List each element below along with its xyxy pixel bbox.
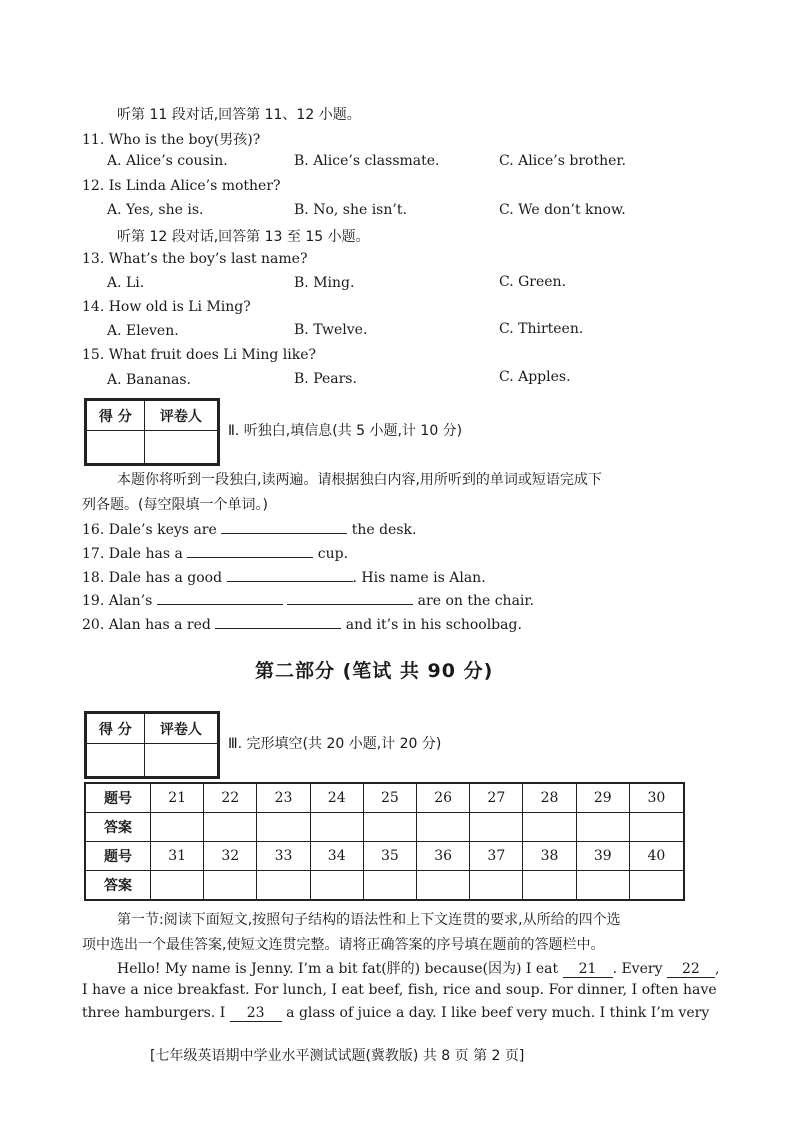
answer-cell[interactable] [417,813,470,842]
cloze-instruction-line2: 项中选出一个最佳答案,使短文连贯完整。请将正确答案的序号填在题前的答题栏中。 [82,937,605,953]
ans-label: 答案 [85,813,151,842]
part-2-title: 第二部分 (笔试 共 90 分) [255,660,494,682]
answer-cell[interactable] [257,813,310,842]
question-number: 38 [523,842,576,871]
question-13-stem: 13. What’s the boy’s last name? [82,251,308,267]
q16-blank[interactable] [221,519,347,534]
question-number: 23 [257,783,310,813]
q16-suffix: the desk. [351,522,417,538]
grader-cell[interactable] [144,744,217,777]
grade-box-section-3 [84,711,220,779]
question-12-stem: 12. Is Linda Alice’s mother? [82,178,281,194]
answer-cell[interactable] [417,871,470,901]
passage-line-3 [82,1005,709,1022]
section-3-title: Ⅲ. 完形填空(共 20 小题,计 20 分) [228,736,442,752]
answer-cell[interactable] [523,871,576,901]
question-number: 27 [470,783,523,813]
q13-option-b: B. Ming. [294,275,355,291]
question-number: 30 [629,783,684,813]
q12-option-c: C. We don’t know. [499,202,626,218]
section-2-instruction-line1: 本题你将听到一段独白,读两遍。请根据独白内容,用所听到的单词或短语完成下 [117,472,602,488]
question-11-stem: 11. Who is the boy(男孩)? [82,132,261,148]
score-cell[interactable] [87,744,145,777]
question-number: 21 [151,783,204,813]
answer-cell[interactable] [523,813,576,842]
grader-cell[interactable] [144,431,217,464]
question-number: 24 [310,783,363,813]
score-label: 得 分 [87,714,145,744]
passage-text: three hamburgers. I [82,1005,226,1021]
answer-cell[interactable] [151,813,204,842]
question-19 [82,590,534,609]
answer-cell[interactable] [204,813,257,842]
passage-line-2: I have a nice breakfast. For lunch, I eat beef, fish, rice and soup. For dinner, I often have [82,982,717,998]
q12-option-b: B. No, she isn’t. [294,202,407,218]
passage-text: , [714,961,720,977]
question-number: 39 [576,842,629,871]
q11-option-c: C. Alice’s brother. [499,153,627,169]
grader-label: 评卷人 [144,714,217,744]
score-cell[interactable] [87,431,145,464]
q17-suffix: cup. [317,546,349,562]
listen-instruction-12: 听第 12 段对话,回答第 13 至 15 小题。 [117,229,370,245]
q18-blank[interactable] [227,567,353,582]
blank-23[interactable]: 23 [230,1005,282,1022]
q14-option-c: C. Thirteen. [499,321,584,337]
grader-label: 评卷人 [144,401,217,431]
blank-21[interactable]: 21 [563,961,613,978]
num-label: 题号 [85,842,151,871]
q19-prefix: 19. Alan’s [82,593,153,609]
answer-cell[interactable] [576,813,629,842]
q13-option-c: C. Green. [499,274,567,290]
answer-cell[interactable] [310,871,363,901]
listen-instruction-11: 听第 11 段对话,回答第 11、12 小题。 [117,107,361,123]
answer-cell[interactable] [310,813,363,842]
question-17 [82,543,348,562]
q19-blank-1[interactable] [157,590,283,605]
q16-prefix: 16. Dale’s keys are [82,522,217,538]
passage-text: a glass of juice a day. I like beef very much. I think I’m very [286,1005,710,1021]
q11-option-b: B. Alice’s classmate. [294,153,440,169]
question-number: 28 [523,783,576,813]
answer-table [84,782,685,901]
answer-cell[interactable] [257,871,310,901]
page-footer: [七年级英语期中学业水平测试试题(冀教版) 共 8 页 第 2 页] [150,1048,525,1064]
passage-text: . Every [612,961,663,977]
answer-cell[interactable] [576,871,629,901]
question-number: 32 [204,842,257,871]
answer-cell[interactable] [363,813,416,842]
score-label: 得 分 [87,401,145,431]
cloze-instruction-line1: 第一节:阅读下面短文,按照句子结构的语法性和上下文连贯的要求,从所给的四个选 [117,912,621,928]
q20-suffix: and it’s in his schoolbag. [345,617,522,633]
answer-cell[interactable] [629,871,684,901]
question-number: 34 [310,842,363,871]
q19-blank-2[interactable] [287,590,413,605]
question-20 [82,614,522,633]
q15-option-b: B. Pears. [294,371,357,387]
q17-prefix: 17. Dale has a [82,546,183,562]
q12-option-a: A. Yes, she is. [107,202,204,218]
question-16 [82,519,416,538]
answer-table-ans-row-1 [85,813,684,842]
q17-blank[interactable] [187,543,313,558]
passage-line-1 [117,958,719,978]
question-number: 40 [629,842,684,871]
q14-option-a: A. Eleven. [107,323,179,339]
section-2-title: Ⅱ. 听独白,填信息(共 5 小题,计 10 分) [228,423,463,439]
ans-label: 答案 [85,871,151,901]
passage-text: Hello! My name is Jenny. I’m a bit fat(胖的) because(因为) I eat [117,961,559,977]
q15-option-a: A. Bananas. [107,372,192,388]
q11-option-a: A. Alice’s cousin. [107,153,228,169]
question-number: 36 [417,842,470,871]
q14-option-b: B. Twelve. [294,322,368,338]
answer-cell[interactable] [470,871,523,901]
question-18 [82,567,486,586]
question-14-stem: 14. How old is Li Ming? [82,299,251,315]
section-2-instruction-line2: 列各题。(每空限填一个单词。) [82,497,268,513]
question-15-stem: 15. What fruit does Li Ming like? [82,347,316,363]
question-number: 22 [204,783,257,813]
answer-cell[interactable] [470,813,523,842]
question-number: 26 [417,783,470,813]
q13-option-a: A. Li. [107,275,145,291]
question-number: 31 [151,842,204,871]
question-number: 35 [363,842,416,871]
q15-option-c: C. Apples. [499,369,571,385]
q18-prefix: 18. Dale has a good [82,570,223,586]
answer-cell[interactable] [363,871,416,901]
question-number: 29 [576,783,629,813]
answer-table-num-row-1 [85,783,684,813]
q20-prefix: 20. Alan has a red [82,617,211,633]
q20-blank[interactable] [215,614,341,629]
answer-cell[interactable] [204,871,257,901]
answer-table-ans-row-2 [85,871,684,901]
q18-suffix: . His name is Alan. [352,570,486,586]
blank-22[interactable]: 22 [667,961,715,978]
answer-cell[interactable] [151,871,204,901]
question-number: 33 [257,842,310,871]
answer-cell[interactable] [629,813,684,842]
num-label: 题号 [85,783,151,813]
question-number: 37 [470,842,523,871]
answer-table-num-row-2 [85,842,684,871]
grade-box-section-2 [84,398,220,466]
question-number: 25 [363,783,416,813]
q19-suffix: are on the chair. [417,593,535,609]
